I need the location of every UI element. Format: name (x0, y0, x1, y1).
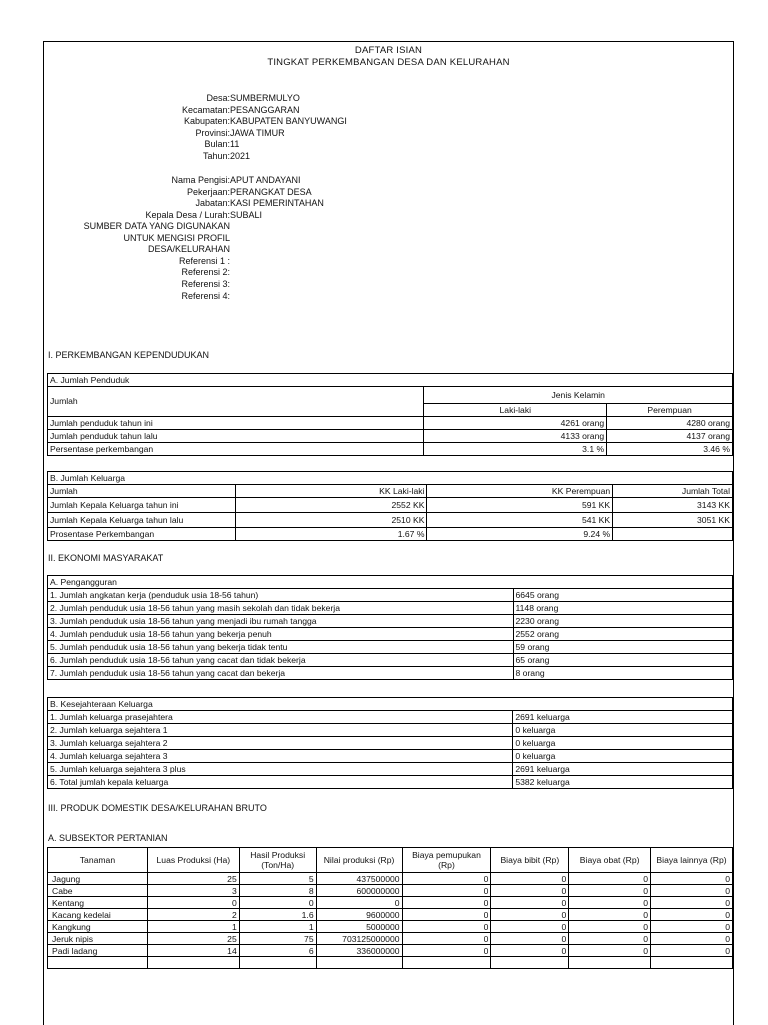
table-row (48, 933, 733, 945)
table-title: B. Jumlah Keluarga (48, 472, 733, 485)
row-label: Jumlah penduduk tahun ini (48, 417, 424, 430)
row-value: 59 orang (513, 641, 733, 654)
crop-value: 0 (491, 885, 569, 897)
identity-value: JAWA TIMUR (230, 127, 285, 138)
row-value: 2230 orang (513, 615, 733, 628)
crop-value: 0 (402, 885, 491, 897)
row-value: 0 keluarga (513, 737, 733, 750)
crop-value: 3 (147, 885, 239, 897)
cell-perempuan: 3.46 % (607, 443, 733, 456)
row-value: 2552 orang (513, 628, 733, 641)
reference-label: Referensi 1 : (178, 255, 230, 266)
section-1-title: I. PERKEMBANGAN KEPENDUDUKAN (48, 350, 210, 360)
row-label: Jumlah penduduk tahun lalu (48, 430, 424, 443)
crop-value: 336000000 (316, 945, 402, 957)
row-value: 5382 keluarga (513, 776, 733, 789)
sources-heading-line: DESA/KELURAHAN (147, 244, 230, 255)
cell-kk-perempuan: 541 KK (427, 513, 613, 528)
table-row (48, 776, 733, 789)
table-jumlah-keluarga (47, 471, 733, 541)
crop-value: 0 (402, 945, 491, 957)
document-title: DAFTAR ISIAN (354, 45, 423, 56)
table-row (48, 873, 733, 885)
reference-label: Referensi 3: (181, 279, 230, 289)
crop-value: 0 (147, 897, 239, 909)
crop-value: 1 (239, 921, 316, 933)
table-row (48, 921, 733, 933)
crop-value: 600000000 (316, 885, 402, 897)
crop-value: 8 (239, 885, 316, 897)
identity-label: Desa: (206, 93, 230, 103)
column-header: KK Laki-laki (235, 485, 427, 498)
table-row (48, 667, 733, 680)
table-row (48, 909, 733, 921)
crop-value: 75 (239, 933, 316, 945)
row-value: 65 orang (513, 654, 733, 667)
table-row (48, 417, 733, 430)
row-label: 2. Jumlah penduduk usia 18-56 tahun yang masih sekolah dan tidak bekerja (48, 602, 514, 615)
table-jumlah-penduduk (47, 373, 733, 456)
table-row (48, 945, 733, 957)
filler-label: Kepala Desa / Lurah: (145, 209, 230, 220)
crop-value: 0 (569, 873, 651, 885)
crop-value: 0 (651, 945, 733, 957)
cell-laki: 4133 orang (424, 430, 607, 443)
row-value: 2691 keluarga (513, 711, 733, 724)
table-row (48, 737, 733, 750)
cell-kk-perempuan: 591 KK (427, 498, 613, 513)
column-header: Biaya pemupukan (Rp) (402, 848, 491, 873)
crop-name: Kentang (48, 897, 148, 909)
row-label: 4. Jumlah penduduk usia 18-56 tahun yang bekerja penuh (48, 628, 514, 641)
sources-heading-line: UNTUK MENGISI PROFIL (123, 232, 230, 243)
row-label: 5. Jumlah penduduk usia 18-56 tahun yang bekerja tidak tentu (48, 641, 514, 654)
crop-value: 25 (147, 933, 239, 945)
identity-label: Kecamatan: (181, 104, 230, 115)
crop-value: 6 (239, 945, 316, 957)
column-header: Tanaman (48, 848, 148, 873)
row-value: 0 keluarga (513, 750, 733, 763)
crop-value: 0 (651, 909, 733, 921)
crop-value: 0 (316, 897, 402, 909)
filler-label: Jabatan: (195, 198, 230, 209)
table-row (48, 443, 733, 456)
row-label: 1. Jumlah angkatan kerja (penduduk usia 18-56 tahun) (48, 589, 514, 602)
cell-laki: 3.1 % (424, 443, 607, 456)
column-header: Hasil Produksi (Ton/Ha) (239, 848, 316, 873)
reference-label: Referensi 4: (181, 290, 230, 301)
table-subsektor-pertanian (47, 847, 733, 969)
crop-name: Kangkung (48, 921, 148, 933)
table-row (48, 602, 733, 615)
column-header: Jumlah (48, 485, 236, 498)
section-2-title: II. EKONOMI MASYARAKAT (48, 553, 164, 563)
crop-value: 0 (491, 873, 569, 885)
cell-perempuan: 4280 orang (607, 417, 733, 430)
filler-label: Pekerjaan: (186, 186, 230, 197)
column-header: KK Perempuan (427, 485, 613, 498)
table-row (48, 430, 733, 443)
column-header: Jumlah (48, 387, 424, 417)
section-3-title: III. PRODUK DOMESTIK DESA/KELURAHAN BRUTO (48, 803, 267, 813)
row-label: 3. Jumlah penduduk usia 18-56 tahun yang menjadi ibu rumah tangga (48, 615, 514, 628)
filler-value: PERANGKAT DESA (230, 186, 312, 197)
reference-label: Referensi 2: (181, 267, 230, 278)
identity-label: Tahun: (202, 151, 230, 161)
cell-kk-laki: 2510 KK (235, 513, 427, 528)
cell-kk-total: 3143 KK (613, 498, 733, 513)
crop-value: 0 (491, 909, 569, 921)
crop-name: Jeruk nipis (48, 933, 148, 945)
crop-value: 0 (491, 897, 569, 909)
table-row (48, 589, 733, 602)
crop-name: Cabe (48, 885, 148, 897)
crop-value: 437500000 (316, 873, 402, 885)
identity-value: PESANGGARAN (230, 104, 300, 115)
table-row (48, 897, 733, 909)
crop-value: 0 (402, 909, 491, 921)
crop-value: 0 (651, 897, 733, 909)
crop-value: 0 (569, 897, 651, 909)
table-row (48, 711, 733, 724)
row-value: 8 orang (513, 667, 733, 680)
identity-label: Kabupaten: (183, 116, 230, 127)
identity-label: Bulan: (204, 139, 230, 150)
column-header: Perempuan (607, 404, 733, 417)
table-row (48, 513, 733, 528)
cell-perempuan: 4137 orang (607, 430, 733, 443)
filler-label: Nama Pengisi: (171, 175, 230, 185)
crop-value: 0 (569, 945, 651, 957)
crop-value: 0 (569, 921, 651, 933)
crop-value: 0 (651, 873, 733, 885)
table-title: B. Kesejahteraan Keluarga (48, 698, 733, 711)
table-row (48, 615, 733, 628)
crop-value: 0 (651, 921, 733, 933)
table-row (48, 750, 733, 763)
crop-value: 0 (491, 933, 569, 945)
table-row (48, 885, 733, 897)
cell-kk-laki: 1.67 % (235, 528, 427, 541)
row-label: Persentase perkembangan (48, 443, 424, 456)
row-label: 6. Jumlah penduduk usia 18-56 tahun yang cacat dan tidak bekerja (48, 654, 514, 667)
cell-laki: 4261 orang (424, 417, 607, 430)
crop-value: 0 (402, 873, 491, 885)
cell-kk-total (613, 528, 733, 541)
crop-value: 703125000000 (316, 933, 402, 945)
row-label: Prosentase Perkembangan (48, 528, 236, 541)
row-value: 0 keluarga (513, 724, 733, 737)
row-label: 2. Jumlah keluarga sejahtera 1 (48, 724, 513, 737)
crop-value: 0 (491, 945, 569, 957)
row-label: 4. Jumlah keluarga sejahtera 3 (48, 750, 513, 763)
crop-value: 0 (569, 933, 651, 945)
crop-value: 1 (147, 921, 239, 933)
table-row (48, 641, 733, 654)
crop-value: 0 (491, 921, 569, 933)
table-row (48, 628, 733, 641)
table-row (48, 528, 733, 541)
crop-value: 0 (651, 933, 733, 945)
row-value: 1148 orang (513, 602, 733, 615)
row-value: 6645 orang (513, 589, 733, 602)
filler-value: SUBALI (230, 209, 263, 220)
crop-value: 9600000 (316, 909, 402, 921)
table-row (48, 498, 733, 513)
identity-label: Provinsi: (195, 127, 230, 138)
table-title: A. Pengangguran (48, 576, 733, 589)
crop-value: 1.6 (239, 909, 316, 921)
crop-value: 5 (239, 873, 316, 885)
crop-value: 0 (402, 921, 491, 933)
row-label: Jumlah Kepala Keluarga tahun lalu (48, 513, 236, 528)
table-row (48, 724, 733, 737)
sources-heading-line: SUMBER DATA YANG DIGUNAKAN (83, 221, 230, 231)
crop-value: 0 (239, 897, 316, 909)
table-pengangguran (47, 575, 733, 680)
identity-value: 2021 (230, 151, 251, 161)
row-label: 1. Jumlah keluarga prasejahtera (48, 711, 513, 724)
subsection-title: A. SUBSEKTOR PERTANIAN (48, 833, 168, 843)
column-header: Laki-laki (424, 404, 607, 417)
column-header: Biaya obat (Rp) (569, 848, 651, 873)
table-title: A. Jumlah Penduduk (48, 374, 733, 387)
identity-value: KABUPATEN BANYUWANGI (230, 116, 347, 127)
crop-name: Jagung (48, 873, 148, 885)
row-label: Jumlah Kepala Keluarga tahun ini (48, 498, 236, 513)
table-row (48, 654, 733, 667)
column-header: Biaya bibit (Rp) (491, 848, 569, 873)
crop-value: 0 (569, 909, 651, 921)
crop-name: Padi ladang (48, 945, 148, 957)
document-page (43, 41, 734, 1025)
identity-value: 11 (230, 139, 240, 150)
table-kesejahteraan (47, 697, 733, 789)
crop-value: 25 (147, 873, 239, 885)
column-header: Nilai produksi (Rp) (316, 848, 402, 873)
crop-value: 14 (147, 945, 239, 957)
filler-value: APUT ANDAYANI (230, 175, 301, 185)
table-row (48, 763, 733, 776)
column-header: Jenis Kelamin (424, 387, 733, 404)
row-label: 6. Total jumlah kepala keluarga (48, 776, 513, 789)
crop-value: 5000000 (316, 921, 402, 933)
cell-kk-total: 3051 KK (613, 513, 733, 528)
column-header: Jumlah Total (613, 485, 733, 498)
identity-value: SUMBERMULYO (230, 93, 300, 103)
column-header: Biaya lainnya (Rp) (651, 848, 733, 873)
row-label: 3. Jumlah keluarga sejahtera 2 (48, 737, 513, 750)
crop-value: 0 (651, 885, 733, 897)
crop-value: 0 (402, 897, 491, 909)
crop-value: 0 (402, 933, 491, 945)
row-label: 5. Jumlah keluarga sejahtera 3 plus (48, 763, 513, 776)
cell-kk-perempuan: 9.24 % (427, 528, 613, 541)
crop-value: 0 (569, 885, 651, 897)
filler-value: KASI PEMERINTAHAN (230, 198, 324, 209)
row-value: 2691 keluarga (513, 763, 733, 776)
crop-name: Kacang kedelai (48, 909, 148, 921)
column-header: Luas Produksi (Ha) (147, 848, 239, 873)
cell-kk-laki: 2552 KK (235, 498, 427, 513)
document-subtitle: TINGKAT PERKEMBANGAN DESA DAN KELURAHAN (267, 57, 510, 68)
crop-value: 2 (147, 909, 239, 921)
row-label: 7. Jumlah penduduk usia 18-56 tahun yang cacat dan bekerja (48, 667, 514, 680)
